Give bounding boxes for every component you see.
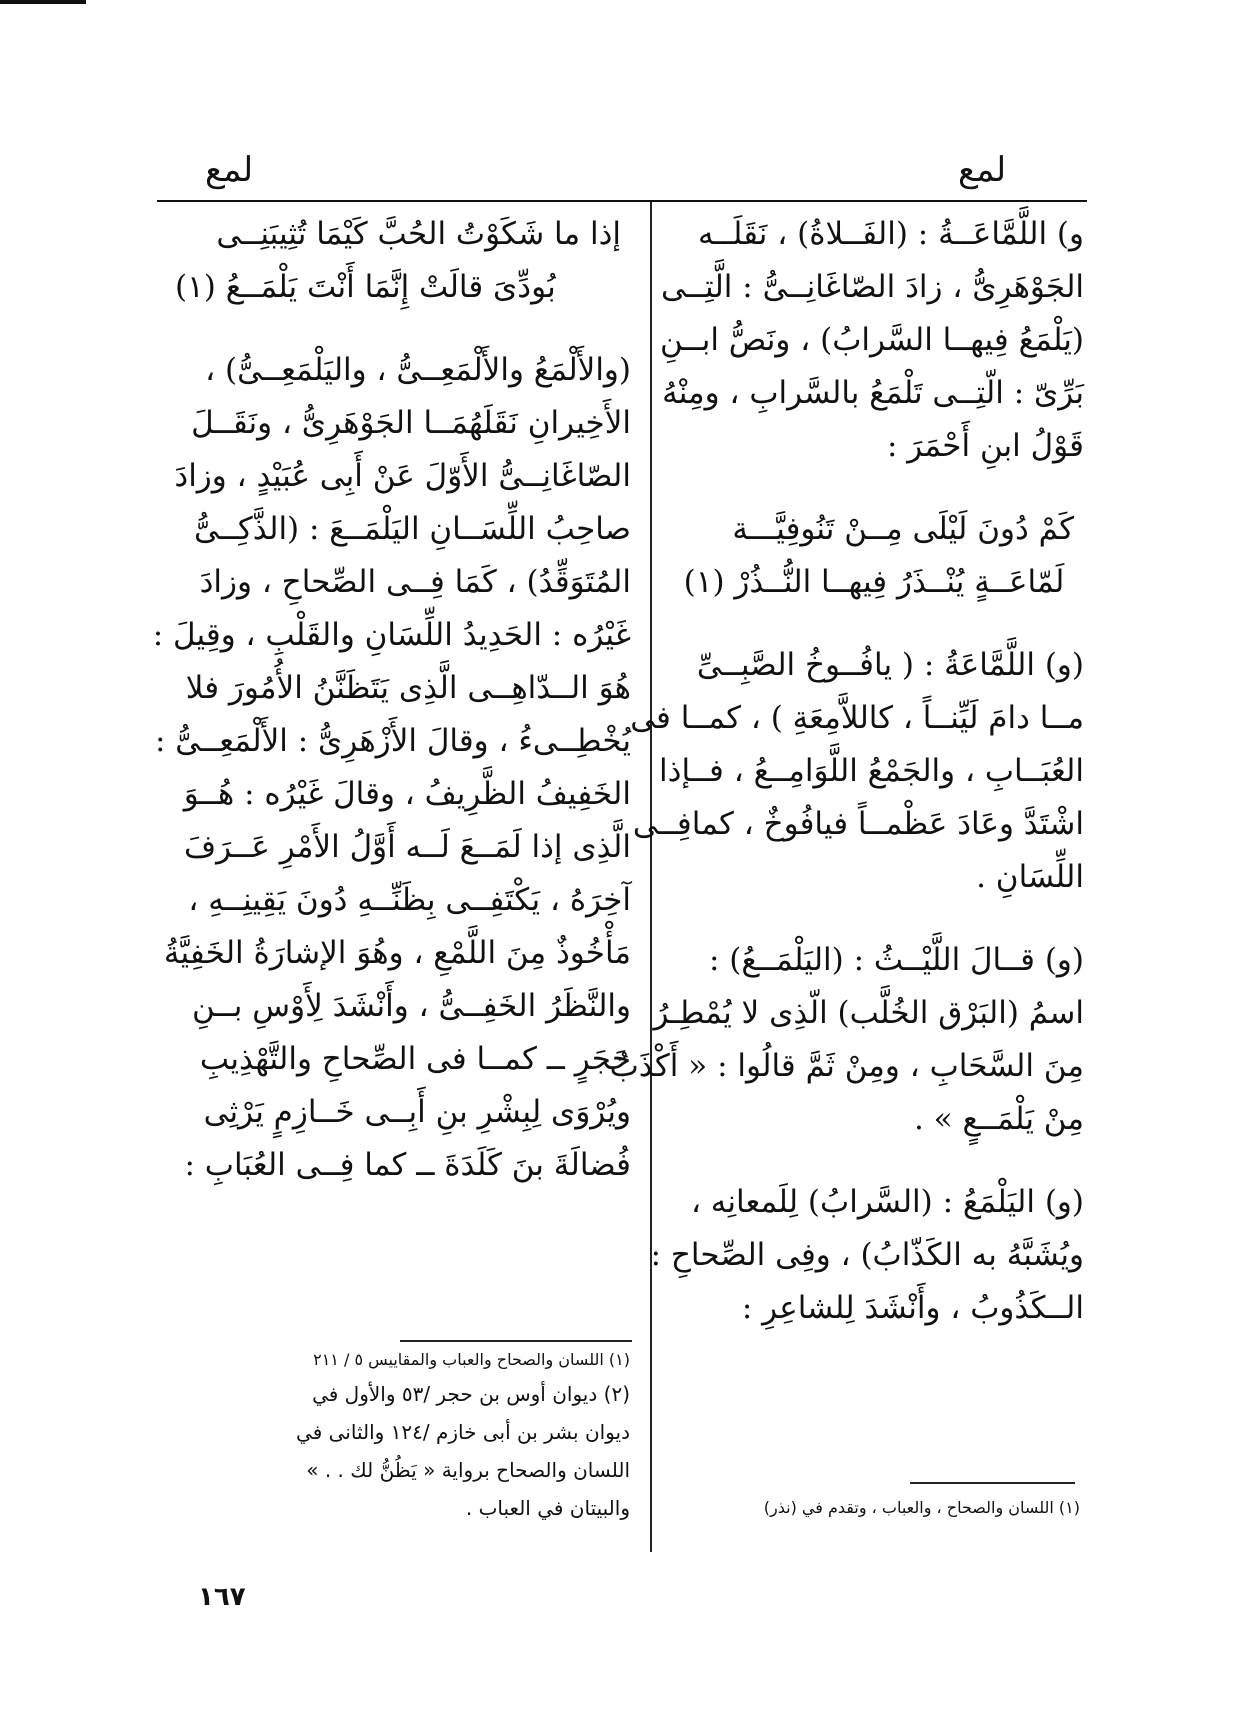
footnote-line: (١) اللسان والصحاح والعباب والمقاييس ٥ / ٢١١ (313, 1350, 630, 1369)
header-rule (157, 200, 1087, 202)
text-line: الجَوْهَرِىُّ ، زادَ الصّاغَانِــىُّ : الَّتِــى (661, 269, 1084, 305)
text-line: (و) قــالَ اللَّيْــثُ : (اليَلْمَــعُ) : (709, 942, 1084, 978)
text-line: يُخْطِــىءُ ، وقالَ الأَزْهَرِىُّ : الأَلْمَعِــىُّ : (154, 723, 631, 759)
text-line: حَجَرٍ ــ كمــا فى الصِّحاحِ والتَّهْذِيبِ (199, 1041, 631, 1077)
text-line: الأَخِيرانِ نَقَلَهُمَــا الجَوْهَرِىُّ ، ونَقَــلَ (191, 405, 631, 441)
text-line: مِنْ يَلْمَــعٍ » . (913, 1101, 1084, 1137)
text-line: اسمُ (البَرْق الخُلَّب) الّذِى لا يُمْطِـرُ (653, 995, 1084, 1031)
text-line: (يَلْمَعُ فِيهــا السَّرابُ) ، ونَصُّ ابــنِ (659, 322, 1084, 358)
footnote-rule-right (910, 1482, 1075, 1484)
text-line: الــكَذُوبُ ، وأَنْشَدَ لِلشاعِرِ : (741, 1290, 1084, 1326)
text-line: بَرِّىّ : الّتِــى تَلْمَعُ بالسَّرابِ ، ومِنْهُ (662, 375, 1084, 411)
text-line: الخَفِيفُ الظَّرِيفُ ، وقالَ غَيْرُه : هُــوَ (183, 776, 631, 812)
text-line: فُضالَةَ بنَ كَلَدَةَ ــ كما فِــى العُبَابِ : (184, 1147, 631, 1183)
scan-corner-mark (0, 0, 86, 4)
text-line: الَّذِى إذا لَمَــعَ لَــه أَوَّلُ الأَمْرِ عَــرَفَ (183, 829, 631, 865)
running-header-right: لمع (958, 150, 1007, 190)
text-line: هُوَ الــدّاهِــى الَّذِى يَتَظَنَّنُ الأُمُورَ فلا (185, 670, 631, 706)
text-line: غَيْرُه : الحَدِيدُ اللِّسَانِ والقَلْبِ ، وقِيلَ : (152, 617, 631, 653)
footnote-line: ديوان بشر بن أبى خازم /١٢٤ والثانى في (296, 1420, 630, 1444)
text-line: (والأَلْمَعُ والأَلْمَعِــىُّ ، واليَلْمَعِــىُّ) ، (205, 352, 631, 388)
text-line: والنَّظَرُ الخَفِــىُّ ، وأَنْشَدَ لِأَوْسِ بــنِ (192, 988, 631, 1024)
running-header-left: لمع (205, 150, 254, 190)
text-line: (و) اللَّمَّاعَةُ : ( يافُــوخُ الصَّبِــىِّ (696, 647, 1084, 683)
page-number: ١٦٧ (198, 1582, 246, 1612)
text-line: (و) اليَلْمَعُ : (السَّرابُ) لِلَمعانِه ، (690, 1184, 1084, 1220)
text-line: المُتَوَقِّدُ) ، كَمَا فِــى الصِّحاحِ ، وزادَ (199, 564, 631, 600)
text-line: ويُشَبَّهُ به الكَذّابُ) ، وفِى الصِّحاحِ : (650, 1237, 1084, 1273)
footnote-rule-left (400, 1340, 632, 1342)
text-line: قَوْلُ ابنِ أَحْمَرَ : (886, 428, 1084, 464)
verse-line: لَمّاعَــةٍ يُنْــذَرُ فِيهــا النُّــذُرْ (١) (683, 564, 1065, 600)
verse-line: إذا ما شَكَوْتُ الحُبَّ كَيْمَا تُثِيبَنِــى (216, 216, 621, 252)
left-column (152, 208, 631, 1192)
text-line: و) اللَّمَّاعَــةُ : (الفَــلاةُ) ، نَقَلَــه (698, 216, 1084, 252)
text-line: آخِرَهُ ، يَكْتَفِــى بِظَنِّــهِ دُونَ يَقِينِــهِ ، (188, 882, 631, 918)
text-line: مــا دامَ لَيِّنــاً ، كاللاَّمِعَةِ ) ، كمــا فى (630, 700, 1084, 736)
text-line: العُبَــابِ ، والجَمْعُ اللَّوَامِــعُ ، فــإذا (659, 753, 1084, 789)
footnote-right: (١) اللسان والصحاح ، والعباب ، وتقدم في (نذر) (763, 1498, 1080, 1517)
text-line: مَأْخُوذٌ مِنَ اللَّمْعِ ، وهُوَ الإشارَةُ الخَفِيَّةُ (163, 935, 631, 971)
text-line: ويُرْوَى لِبِشْرِ بنِ أَبِــى خَــازِمٍ يَرْثِى (203, 1094, 631, 1130)
right-column (609, 208, 1084, 1335)
text-line: صاحِبُ اللِّسَــانِ اليَلْمَــعَ : (الذَّكِــىُّ (193, 511, 631, 547)
text-line: اللِّسَانِ . (976, 859, 1084, 895)
text-line: مِنَ السَّحَابِ ، ومِنْ ثَمَّ قالُوا : « أَكْذَبُ (609, 1048, 1084, 1084)
column-divider (650, 202, 652, 1552)
footnotes-left (160, 1345, 630, 1527)
text-line: الصّاغَانِــىُّ الأَوّلَ عَنْ أَبِى عُبَيْدٍ ، وزادَ (174, 458, 631, 494)
footnote-line: (٢) ديوان أوس بن حجر /٥٣ والأول في (312, 1382, 630, 1406)
text-line: اشْتَدَّ وعَادَ عَظْمــاً فيافُوخٌ ، كمافِــى (632, 806, 1084, 842)
footnote-line: اللسان والصحاح برواية « يَظُنُّ لك . . » (306, 1458, 630, 1482)
verse-line: بُودِّىَ قالَتْ إِنَّمَا أَنْتَ يَلْمَــعُ (١) (175, 269, 556, 305)
verse-line: كَمْ دُونَ لَيْلَى مِــنْ تَنُوفِيَّـــة (732, 511, 1074, 547)
footnote-line: والبيتان في العباب . (465, 1496, 630, 1520)
